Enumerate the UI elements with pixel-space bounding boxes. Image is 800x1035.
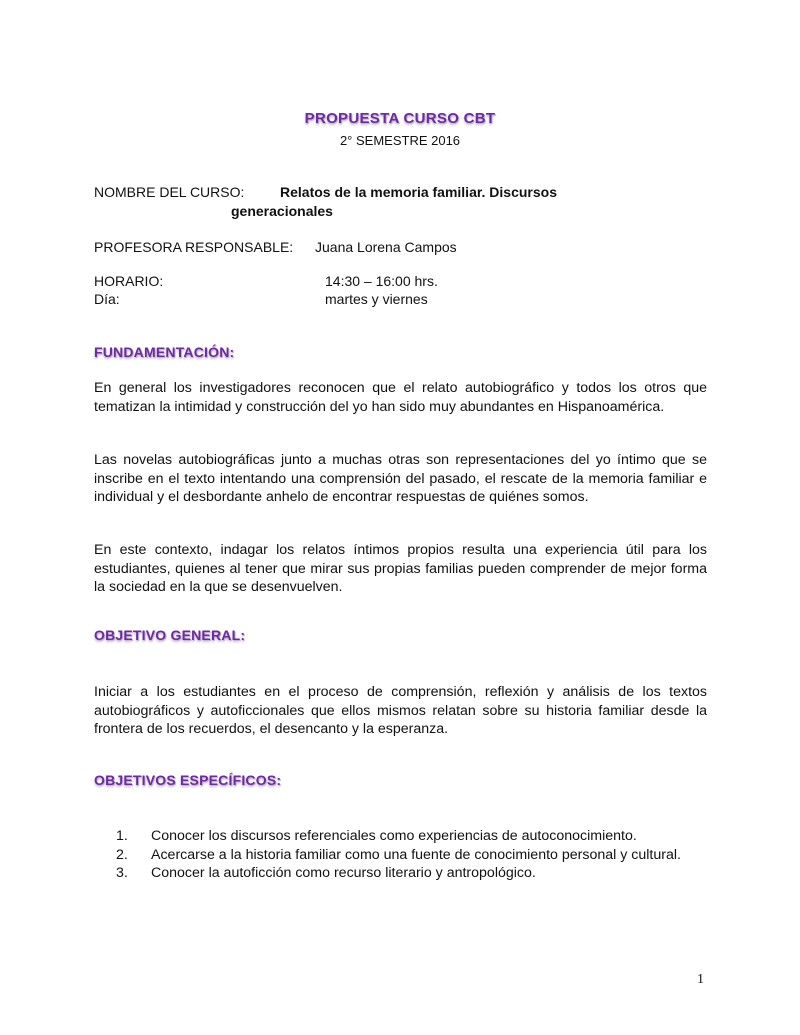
course-name-value-line2: generacionales	[231, 203, 333, 219]
professor-value: Juana Lorena Campos	[315, 239, 457, 255]
day-value: martes y viernes	[325, 291, 428, 307]
fundamentacion-paragraph-1: En general los investigadores reconocen que el relato autobiográfico y todos los otros que tematizan la intimidad y construcción del yo han sido muy abundantes en Hispanoamérica.	[94, 380, 707, 415]
course-name-value-line1: Relatos de la memoria familiar. Discursos	[280, 184, 558, 200]
fundamentacion-paragraph-3: En este contexto, indagar los relatos íntimos propios resulta una experiencia útil para los estudiantes, quienes al tener que mirar sus propias familias pueden comprender de mejor forma la sociedad en la que se desenvuelven.	[94, 542, 707, 596]
list-item	[94, 827, 707, 846]
list-item-text: Conocer la autoficción como recurso literario y antropológico.	[151, 865, 536, 882]
schedule-label: HORARIO:	[94, 273, 164, 289]
course-name-label: NOMBRE DEL CURSO:	[94, 184, 245, 200]
professor-label: PROFESORA RESPONSABLE:	[94, 239, 294, 255]
document-title: PROPUESTA CURSO CBT	[304, 110, 496, 127]
list-item-number: 1.	[116, 828, 128, 844]
list-item-number: 2.	[116, 846, 128, 863]
document-subtitle: 2° SEMESTRE 2016	[339, 133, 461, 148]
list-item	[94, 846, 707, 865]
day-label: Día:	[94, 291, 120, 307]
page-number: 1	[697, 972, 704, 987]
list-item-text: Acercarse a la historia familiar como una fuente de conocimiento personal y cultural.	[151, 846, 681, 863]
section-heading-objetivos-especificos: OBJETIVOS ESPECÍFICOS:	[94, 772, 282, 788]
section-heading-fundamentacion: FUNDAMENTACIÓN:	[94, 344, 235, 360]
objetivo-general-paragraph: Iniciar a los estudiantes en el proceso de comprensión, reflexión y análisis de los textos autobiográficos y autoficcionales que ellos mismos relatan sobre su historia familiar desde la frontera de los recuerdos, el desencanto y la esperanza.	[94, 684, 707, 738]
list-item	[94, 864, 707, 883]
section-heading-objetivo-general: OBJETIVO GENERAL:	[94, 627, 246, 643]
schedule-value: 14:30 – 16:00 hrs.	[325, 273, 438, 289]
objectives-list	[94, 827, 707, 883]
list-item-number: 3.	[116, 865, 128, 882]
fundamentacion-paragraph-2: Las novelas autobiográficas junto a muchas otras son representaciones del yo íntimo que se inscribe en el texto intentando una comprensión del pasado, el rescate de la memoria familiar e individual y el desbordante anhelo de encontrar respuestas de quiénes somos.	[94, 452, 707, 506]
list-item-text: Conocer los discursos referenciales como experiencias de autoconocimiento.	[151, 828, 637, 844]
